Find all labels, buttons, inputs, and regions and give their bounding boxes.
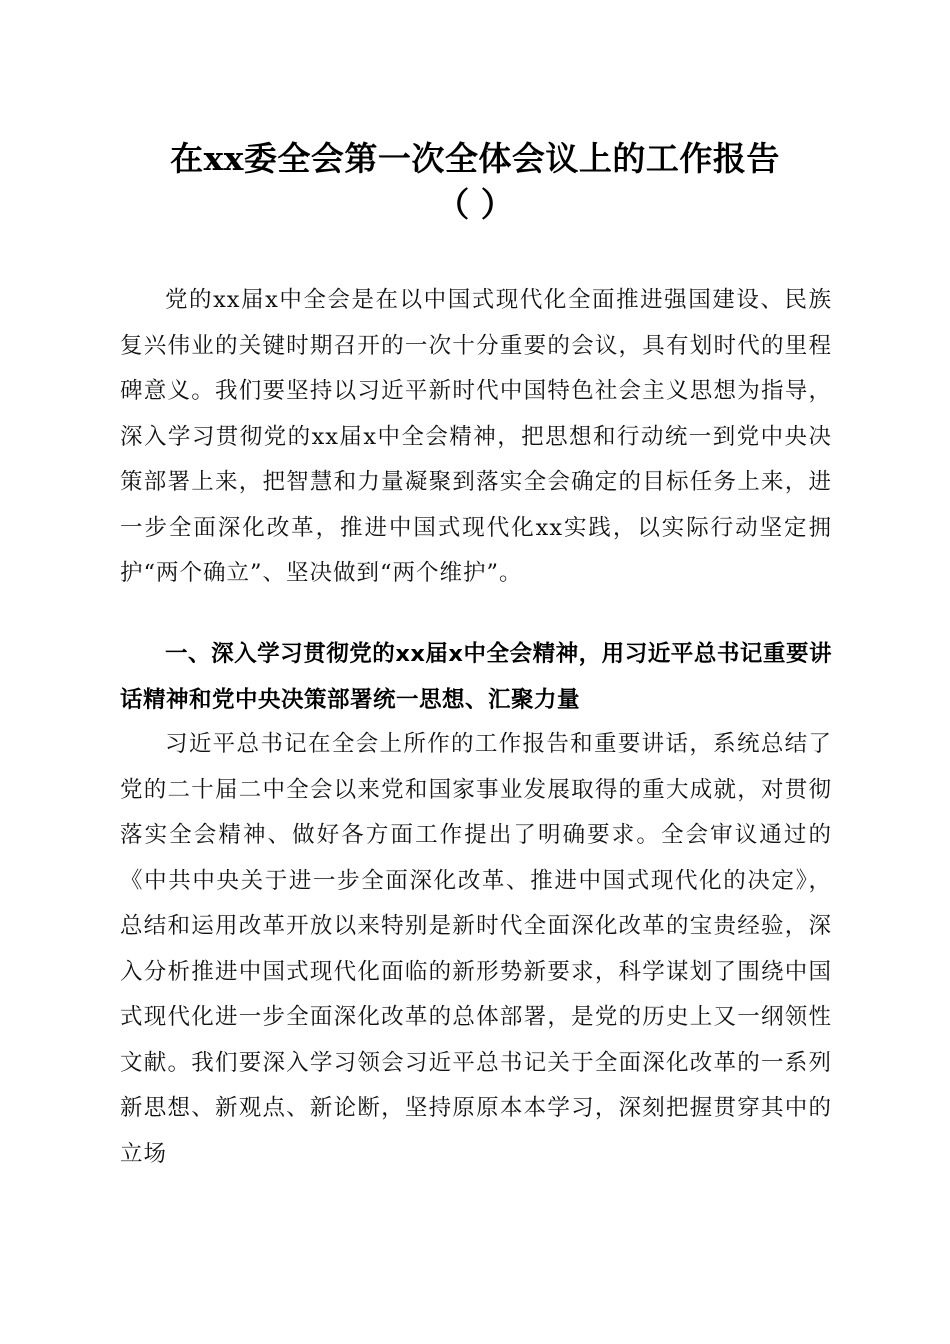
section-heading-1: 一、深入学习贯彻党的xx届x中全会精神，用习近平总书记重要讲话精神和党中央决策部署统一思想、汇聚力量 (120, 641, 832, 713)
section-1-paragraph: 习近平总书记在全会上所作的工作报告和重要讲话，系统总结了党的二十届二中全会以来党和国家事业发展取得的重大成就，对贯彻落实全会精神、做好各方面工作提出了明确要求。全会审议通过的《中共中央关于进一步全面深化改革、推进中国式现代化的决定》，总结和运用改革开放以来特别是新时代全面深化改革的宝贵经验，深入分析推进中国式现代化面临的新形势新要求，科学谋划了围绕中国式现代化进一步全面深化改革的总体部署，是党的历史上又一纲领性文献。我们要深入学习领会习近平总书记关于全面深化改革的一系列新思想、新观点、新论断，坚持原原本本学习，深刻把握贯穿其中的立场 (120, 731, 832, 1167)
document-title: 在xx委全会第一次全体会议上的工作报告 (170, 139, 780, 178)
document-subtitle-parentheses: （ ） (436, 185, 514, 224)
intro-paragraph: 党的xx届x中全会是在以中国式现代化全面推进强国建设、民族复兴伟业的关键时期召开的一次十分重要的会议，具有划时代的里程碑意义。我们要坚持以习近平新时代中国特色社会主义思想为指导，深入学习贯彻党的xx届x中全会精神，把思想和行动统一到党中央决策部署上来，把智慧和力量凝聚到落实全会确定的目标任务上来，进一步全面深化改革，推进中国式现代化xx实践，以实际行动坚定拥护“两个确立”、坚决做到“两个维护”。 (120, 287, 832, 586)
